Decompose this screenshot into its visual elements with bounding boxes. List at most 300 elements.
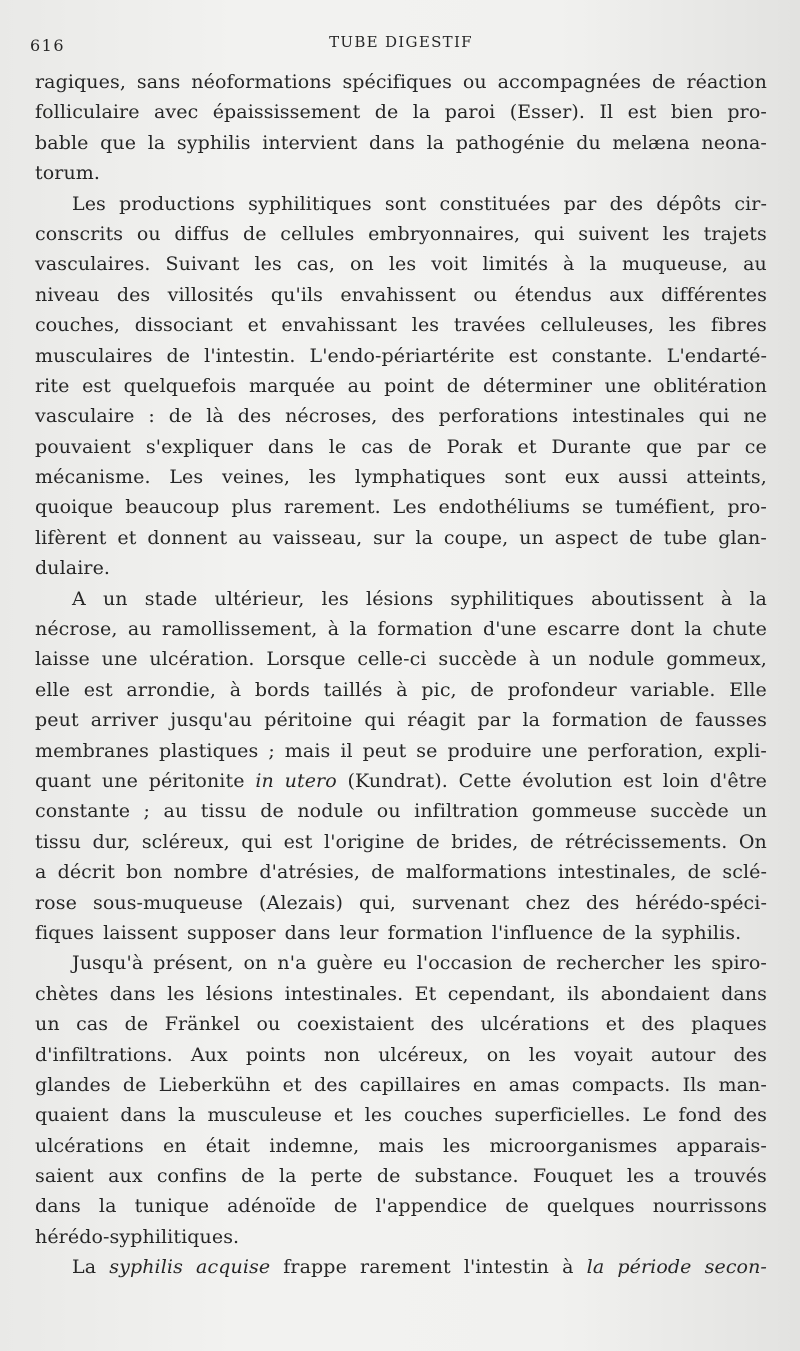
word: constituées: [439, 192, 551, 215]
word: point: [384, 374, 435, 397]
word: compacts.: [571, 1073, 671, 1096]
word: Aux: [190, 1043, 228, 1066]
word: l'influence: [491, 921, 594, 944]
word: couches,: [35, 314, 121, 337]
word: produire: [447, 739, 532, 762]
text-line: [35, 1040, 767, 1070]
word: Cette: [458, 769, 512, 792]
word: des: [733, 1043, 767, 1066]
word: de: [168, 405, 193, 428]
word: taillés: [323, 678, 383, 701]
word: tuméfient,: [615, 496, 716, 519]
word: au: [743, 253, 767, 276]
word: intestinales,: [557, 861, 677, 884]
word: aussi: [618, 466, 668, 489]
word: est: [623, 769, 652, 792]
word: l'intestin.: [204, 344, 296, 367]
word: les: [411, 314, 440, 337]
word: que: [100, 131, 137, 154]
word: laisse: [35, 648, 90, 671]
word: neona-: [701, 131, 767, 154]
word: de: [602, 921, 626, 944]
word: plus: [231, 496, 273, 519]
word: l'occasion: [416, 952, 513, 975]
word: tunique: [134, 1195, 210, 1218]
word: voyait: [574, 1043, 633, 1066]
text-line: [35, 523, 767, 553]
word: quant: [35, 769, 92, 792]
word: quelquefois: [123, 374, 237, 397]
word: amas: [508, 1073, 560, 1096]
word: bon: [126, 861, 163, 884]
word: au: [127, 618, 152, 641]
word: est: [627, 101, 657, 124]
word: dissociant: [134, 314, 233, 337]
word: quoique: [35, 496, 114, 519]
word: pro-: [727, 496, 767, 519]
word: et: [605, 1013, 625, 1036]
word: à: [229, 678, 242, 701]
word: capillaires: [359, 1073, 461, 1096]
word: ne: [743, 405, 767, 428]
word: du: [576, 131, 601, 154]
word: Fouquet: [532, 1165, 613, 1188]
word: tissu: [35, 830, 81, 853]
word: succède: [438, 648, 517, 671]
word: la: [634, 921, 653, 944]
word: nodule: [297, 800, 364, 823]
body-text: [35, 67, 767, 1283]
word: les: [388, 253, 417, 276]
word: on: [243, 952, 268, 975]
word: hérédo-spéci-: [635, 891, 767, 914]
word: la: [98, 1195, 117, 1218]
word: nombre: [173, 861, 249, 884]
word: secon-: [704, 1256, 767, 1279]
word: celluleuses,: [540, 314, 655, 337]
word: envahissent: [340, 283, 456, 306]
word: apparais-: [676, 1134, 767, 1157]
word: L'endarté-: [666, 344, 767, 367]
word: il: [340, 739, 353, 762]
word: ou: [473, 283, 498, 306]
word: lésions: [366, 587, 434, 610]
word: folliculaire: [35, 101, 140, 124]
word: (Alezais): [259, 891, 343, 914]
word: sous-muqueuse: [92, 891, 243, 914]
word: couches: [403, 1104, 483, 1127]
word: nodule: [588, 648, 655, 671]
word: (Kundrat).: [347, 769, 448, 792]
word: fibres: [710, 314, 767, 337]
word: par: [563, 192, 597, 215]
word: rarement: [360, 1256, 451, 1279]
word: lésions: [205, 982, 274, 1005]
word: points: [245, 1043, 306, 1066]
word: des: [313, 1073, 348, 1096]
word: expli-: [713, 739, 767, 762]
word: dont: [630, 618, 675, 641]
word: cas,: [296, 253, 335, 276]
text-line: [35, 584, 767, 614]
word: un: [35, 1013, 60, 1036]
word: la: [522, 709, 541, 732]
word: les: [626, 1165, 655, 1188]
word: quaient: [35, 1104, 109, 1127]
word: constante: [35, 800, 131, 823]
word: torum.: [35, 162, 101, 185]
word: La: [72, 1256, 97, 1279]
word: laissent: [103, 921, 179, 944]
word: ulcérations: [35, 1134, 144, 1157]
word: frappe: [283, 1256, 347, 1279]
word: dans: [721, 982, 767, 1005]
text-line: [35, 1161, 767, 1191]
word: un: [742, 800, 767, 823]
word: spiro-: [711, 952, 767, 975]
word: dans: [120, 1104, 167, 1127]
word: paroi: [444, 101, 496, 124]
word: on: [486, 1043, 511, 1066]
word: pathogénie: [455, 131, 565, 154]
word: de: [659, 709, 684, 732]
word: qui: [241, 830, 273, 853]
word: la: [147, 131, 166, 154]
word: gommeuse: [531, 800, 637, 823]
word: nourrissons: [652, 1195, 767, 1218]
word: d'une: [482, 618, 537, 641]
word: ulcérations: [480, 1013, 590, 1036]
word: des: [586, 891, 620, 914]
word: malformations: [405, 861, 547, 884]
word: on: [349, 253, 374, 276]
word: Le: [642, 1104, 667, 1127]
word: Fränkel: [164, 1013, 241, 1036]
word: qui: [533, 222, 565, 245]
word: en: [162, 1134, 187, 1157]
word: d'infiltrations.: [35, 1043, 173, 1066]
word: ou: [256, 1013, 281, 1036]
word: et: [247, 314, 267, 337]
word: muqueuse,: [622, 253, 729, 276]
word: ulcéreux,: [378, 1043, 469, 1066]
word: Suivant: [165, 253, 240, 276]
word: substance.: [414, 1165, 519, 1188]
word: in: [255, 769, 274, 792]
text-line: [35, 1131, 767, 1161]
word: abondaient: [600, 982, 710, 1005]
word: plaques: [691, 1013, 767, 1036]
word: limités: [482, 253, 549, 276]
word: de: [505, 1195, 529, 1218]
word: l'appendice: [375, 1195, 488, 1218]
word: microorganismes: [489, 1134, 658, 1157]
word: des: [391, 405, 425, 428]
text-line: [35, 644, 767, 674]
word: sont: [384, 192, 427, 215]
word: décrit: [57, 861, 116, 884]
word: à: [562, 1256, 574, 1279]
word: acquise: [196, 1256, 271, 1279]
word: melæna: [612, 131, 690, 154]
word: réagit: [407, 709, 466, 732]
word: mais: [378, 1134, 424, 1157]
word: dépôts: [656, 192, 722, 215]
text-line: [35, 918, 767, 948]
word: évolution: [522, 769, 613, 792]
word: déterminer: [482, 374, 593, 397]
word: chez: [525, 891, 570, 914]
word: mais: [284, 739, 331, 762]
word: confins: [156, 1165, 227, 1188]
word: superficielles.: [494, 1104, 631, 1127]
word: syphilitiques: [450, 587, 574, 610]
word: de: [371, 861, 395, 884]
word: la: [349, 618, 368, 641]
word: gommeux,: [666, 648, 767, 671]
word: et: [333, 1104, 353, 1127]
word: jusqu'au: [170, 709, 253, 732]
word: membranes: [35, 739, 149, 762]
word: non: [323, 1043, 361, 1066]
word: lifèrent: [35, 526, 107, 549]
word: pic,: [421, 678, 457, 701]
word: hérédo-syphilitiques.: [35, 1225, 240, 1248]
word: dans: [109, 982, 156, 1005]
word: ce: [744, 435, 767, 458]
text-line: [35, 128, 767, 158]
word: l'intestin: [463, 1256, 550, 1279]
word: des: [609, 192, 644, 215]
word: arriver: [90, 709, 159, 732]
word: perforation,: [587, 739, 704, 762]
word: néoformations: [191, 71, 332, 93]
word: qui,: [359, 891, 396, 914]
word: (Esser).: [509, 101, 586, 124]
word: les: [443, 1134, 471, 1157]
word: de: [122, 1073, 147, 1096]
word: Les: [169, 466, 204, 489]
word: ils: [567, 982, 590, 1005]
word: bable: [35, 131, 89, 154]
word: épaississement: [212, 101, 361, 124]
word: musculeuse: [207, 1104, 322, 1127]
word: cas: [76, 1013, 109, 1036]
word: intervient: [262, 131, 358, 154]
word: qu'ils: [270, 283, 324, 306]
word: une: [604, 374, 641, 397]
word: aspect: [554, 526, 619, 549]
text-line: [35, 401, 767, 431]
word: donnent: [147, 526, 228, 549]
word: A: [72, 587, 86, 610]
word: cas: [361, 435, 394, 458]
word: se: [582, 496, 604, 519]
word: à: [563, 253, 575, 276]
word: par: [477, 709, 511, 732]
word: de: [408, 435, 432, 458]
word: les: [364, 1104, 393, 1127]
word: un: [552, 648, 577, 671]
word: trajets: [703, 222, 767, 245]
word: oblitération: [653, 374, 767, 397]
word: peut: [362, 739, 407, 762]
word: un: [519, 526, 544, 549]
word: rite: [35, 374, 70, 397]
word: sclé-: [722, 861, 767, 884]
text-line: [35, 766, 767, 796]
word: bien: [670, 101, 714, 124]
word: ;: [268, 739, 275, 762]
word: Lieberkühn: [158, 1073, 271, 1096]
word: de: [651, 71, 676, 93]
word: les: [673, 952, 702, 975]
word: productions: [119, 192, 236, 215]
word: qui: [698, 405, 730, 428]
word: Et: [414, 982, 437, 1005]
word: la: [412, 101, 431, 124]
word: des: [641, 1013, 675, 1036]
word: les: [668, 314, 697, 337]
word: guère: [316, 952, 373, 975]
word: trouvés: [694, 1165, 767, 1188]
word: Les: [392, 496, 427, 519]
text-line: [35, 67, 767, 97]
word: est: [83, 678, 113, 701]
word: L'endo-périartérite: [309, 344, 495, 367]
word: lymphatiques: [354, 466, 486, 489]
word: supposer: [187, 921, 276, 944]
word: de: [470, 678, 495, 701]
word: de: [376, 1165, 401, 1188]
word: coexistaient: [296, 1013, 415, 1036]
word: conscrits: [35, 222, 124, 245]
word: se: [416, 739, 438, 762]
word: d'atrésies,: [259, 861, 361, 884]
word: un: [102, 587, 128, 610]
word: plastiques: [158, 739, 259, 762]
word: beaucoup: [125, 496, 220, 519]
word: :: [148, 405, 155, 428]
word: aux: [108, 1165, 143, 1188]
word: bords: [254, 678, 310, 701]
word: pro-: [727, 101, 767, 124]
word: glandes: [35, 1073, 111, 1096]
text-line: [35, 189, 767, 219]
word: nécrose,: [35, 618, 118, 641]
word: syphilis: [176, 131, 251, 154]
text-line: [35, 888, 767, 918]
text-line: [35, 97, 767, 127]
text-line: [35, 827, 767, 857]
word: villosités: [167, 283, 254, 306]
word: qui: [364, 709, 396, 732]
word: péritonite: [148, 769, 245, 792]
word: Ils: [682, 1073, 707, 1096]
word: de: [166, 344, 191, 367]
word: ragiques,: [35, 71, 126, 93]
word: des: [116, 283, 151, 306]
text-line: [35, 796, 767, 826]
word: la: [278, 1165, 297, 1188]
text-line: [35, 1070, 767, 1100]
word: l'origine: [324, 830, 405, 853]
text-line: [35, 280, 767, 310]
text-line: [35, 310, 767, 340]
word: a: [35, 861, 47, 884]
word: atteints,: [686, 466, 767, 489]
word: envahissant: [281, 314, 398, 337]
word: de: [260, 800, 284, 823]
word: suivent: [578, 222, 649, 245]
word: des: [733, 1104, 767, 1127]
word: eu: [383, 952, 407, 975]
word: embryonnaires,: [368, 222, 521, 245]
word: ou: [462, 71, 487, 93]
word: arrondie,: [126, 678, 216, 701]
word: les: [528, 1043, 557, 1066]
word: musculaires: [35, 344, 153, 367]
text-line: [35, 736, 767, 766]
word: perforations: [438, 405, 559, 428]
word: la: [178, 1104, 196, 1127]
word: perte: [310, 1165, 363, 1188]
text-line: [35, 462, 767, 492]
word: au: [347, 374, 372, 397]
word: une: [541, 739, 578, 762]
word: a: [668, 1165, 680, 1188]
word: saient: [35, 1165, 94, 1188]
word: dans: [369, 131, 415, 154]
word: tube: [663, 526, 708, 549]
word: la: [586, 1256, 605, 1279]
word: les: [321, 587, 349, 610]
word: ulcération.: [149, 648, 255, 671]
word: dans: [35, 1195, 81, 1218]
word: scléreux,: [141, 830, 230, 853]
word: réaction: [686, 71, 767, 93]
word: cependant,: [447, 982, 556, 1005]
word: de: [374, 101, 399, 124]
text-line: [35, 1222, 767, 1252]
word: coupe,: [443, 526, 509, 549]
word: la: [426, 131, 445, 154]
word: survenant: [412, 891, 510, 914]
word: ultérieur,: [214, 587, 305, 610]
word: accompagnées: [497, 71, 642, 93]
word: sans: [136, 71, 181, 93]
word: les: [662, 222, 690, 245]
word: et: [517, 435, 537, 458]
word: glan-: [718, 526, 767, 549]
word: formation: [387, 921, 483, 944]
word: spécifiques: [342, 71, 452, 93]
word: rarement.: [283, 496, 381, 519]
word: loin: [662, 769, 699, 792]
word: d'être: [709, 769, 767, 792]
word: les: [167, 982, 195, 1005]
word: à: [720, 587, 733, 610]
word: man-: [718, 1073, 767, 1096]
word: syphilis: [109, 1256, 183, 1279]
word: stade: [144, 587, 198, 610]
text-line: [35, 1100, 767, 1130]
word: la: [415, 526, 434, 549]
word: que: [646, 435, 683, 458]
word: période: [617, 1256, 692, 1279]
word: vaisseau,: [272, 526, 363, 549]
word: succède: [650, 800, 729, 823]
